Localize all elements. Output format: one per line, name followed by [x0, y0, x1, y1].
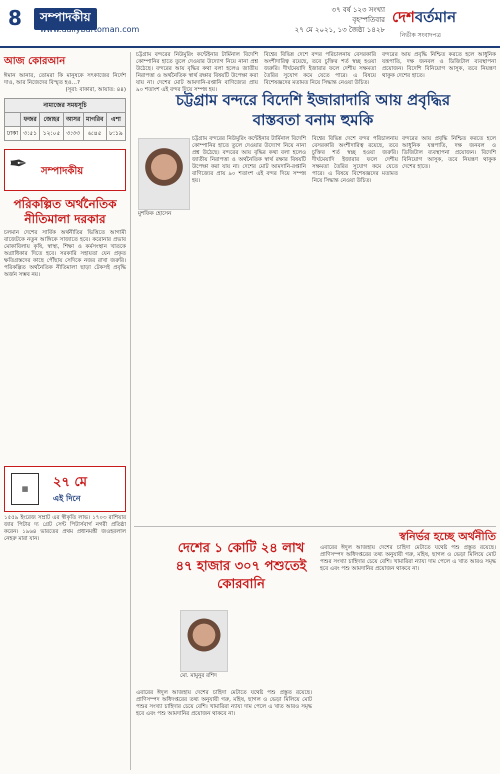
logo-part-a: দেশ — [392, 8, 415, 26]
left-column — [4, 52, 126, 772]
on-this-day-date: ২৭ মে — [53, 475, 87, 490]
tagline: নির্ভীক সংবাদপত্র — [400, 32, 441, 39]
sub-headline-red: স্বনির্ভর হচ্ছে অর্থনীতি — [399, 530, 496, 543]
quran-quote: ঈমান আনার, তোমরা কি মানুষকে সৎকাজের নির্দেশ দাও, আর নিজেদের বিস্মৃত হও…? — [4, 73, 126, 86]
main-headline: চট্টগ্রাম বন্দরে বিদেশি ইজারাদারি আয় প্রবৃদ্ধির বাস্তবতা বনাম হুমকি — [175, 91, 451, 129]
prayer-header: মাগরিব — [83, 113, 106, 127]
issue-volume: ৩৭ বর্ষ ১২৩ সংখ্যা — [331, 6, 385, 14]
second-article-col-2: এবারের ঈদুল আজহায় দেশের চাহিদা মেটাতে যথেষ্ট পশু প্রস্তুত রয়েছে। প্রাণিসম্পদ অধিদপ্তরের তথ্য অনুযায়ী গরু, মহিষ, ছাগল ও ভেড়া মিলিয়ে মোট পশুর সংখ্যা চাহিদার চেয়ে বেশি। খামারিরা ন্যায্য দাম পেলে এ খাত আরও সমৃদ্ধ হবে এবং পশু আমদানির প্রয়োজন থাকবে না। — [320, 545, 496, 572]
prayer-header: আসর — [63, 113, 83, 127]
main-article-top-mid: বিশ্বের বিভিন্ন দেশে বন্দর পরিচালনায় বেসরকারি অংশীদারিত্ব রয়েছে, তবে চুক্তির শর্ত স্বচ্ছ হওয়া জরুরি। দীর্ঘমেয়াদি ইজারার ফলে দেশীয় সক্ষমতা তৈরির সুযোগ কমে যেতে পারে। এ বিষয়ে বিশেষজ্ঞদের মতামত নিয়ে সিদ্ধান্ত নেওয়া উচিত। — [264, 52, 376, 86]
second-headline: দেশের ১ কোটি ২৪ লাখ ৪৭ হাজার ৩০৭ পশুতেই কোরবানি — [175, 541, 307, 592]
prayer-time: ৬:৪৫ — [83, 127, 106, 141]
second-article-col-1: এবারের ঈদুল আজহায় দেশের চাহিদা মেটাতে যথেষ্ট পশু প্রস্তুত রয়েছে। প্রাণিসম্পদ অধিদপ্তরের তথ্য অনুযায়ী গরু, মহিষ, ছাগল ও ভেড়া মিলিয়ে মোট পশুর সংখ্যা চাহিদার চেয়ে বেশি। খামারিরা ন্যায্য দাম পেলে এ খাত আরও সমৃদ্ধ হবে এবং পশু আমদানির প্রয়োজন থাকবে না। — [136, 690, 312, 717]
section-divider — [134, 526, 496, 527]
page-number: 8 — [8, 6, 22, 30]
prayer-times-table — [4, 98, 126, 141]
prayer-time: ৩:৫১ — [21, 127, 40, 141]
logo-part-b: বর্তমান — [414, 8, 457, 26]
editorial-label: সম্পাদকীয় — [41, 166, 84, 177]
editorial-body: চলমান দেশের সার্বিক অর্থনীতির ভিত্তিতে আগামী বাজেটকে নতুন আঙ্গিকে সাজাতে হবে। করোনার প্রভাব মোকাবিলায় কৃষি, স্বাস্থ্য, শিক্ষা ও কর্মসংস্থান খাতকে অগ্রাধিকার দিতে হবে। সরকারি সহায়তা যেন প্রকৃত ক্ষতিগ্রস্তদের কাছে পৌঁছায় সেদিকে নজর রাখা জরুরি। পরিকল্পিত অর্থনৈতিক নীতিমালা ছাড়া টেকসই প্রবৃদ্ধি অর্জন সম্ভব নয়। — [4, 230, 126, 278]
issue-day: বৃহস্পতিবার — [352, 16, 385, 24]
prayer-header: এশা — [106, 113, 125, 127]
section-label: সম্পাদকীয় — [34, 8, 97, 30]
issue-date: ২৭ মে ২০২১, ১৩ জৈষ্ঠ্য ১৪২৮ — [294, 26, 385, 34]
second-author-name: মো. মামুনুর রশিদ — [180, 673, 217, 679]
prayer-time: ৮:১৯ — [106, 127, 125, 141]
main-article-top-right: বন্দরের আয় প্রবৃদ্ধি নিশ্চিত করতে হলে আধুনিক যন্ত্রপাতি, দক্ষ জনবল ও ডিজিটাল ব্যবস্থাপনা প্রয়োজন। বিদেশি বিনিয়োগ আসুক, তবে নিয়ন্ত্রণ থাকুক দেশের হাতে। — [382, 52, 496, 79]
quran-heading: আজ কোরআন — [4, 56, 66, 67]
main-article-col-1: চট্টগ্রাম বন্দরের নিউমুরিং কন্টেইনার টার্মিনাল বিদেশি কোম্পানির হাতে তুলে দেওয়ার উদ্যোগ নিয়ে নানা প্রশ্ন উঠেছে। বন্দরের আয় বৃদ্ধির কথা বলা হলেও জাতীয় নিরাপত্তা ও অর্থনৈতিক স্বার্থ রক্ষার বিষয়টি উপেক্ষা করা যায় না। দেশের মোট আমদানি-রপ্তানি বাণিজ্যের প্রায় ৯০ শতাংশ এই বন্দর দিয়ে সম্পন্ন হয়। — [192, 136, 306, 184]
newspaper-logo — [392, 6, 456, 31]
masthead — [0, 0, 500, 48]
prayer-table-title: নামাজের সময়সূচি — [5, 99, 126, 113]
editorial-banner — [4, 149, 126, 191]
prayer-time: ১২:০৫ — [40, 127, 64, 141]
quran-source: (সূরা: বাকারা, আয়াত: ৪৪) — [65, 87, 126, 93]
second-author-photo — [180, 610, 228, 672]
column-divider — [130, 52, 131, 770]
editorial-title: পরিকল্পিত অর্থনৈতিক নীতিমালা দরকার — [13, 197, 117, 226]
issue-info — [265, 5, 385, 35]
on-this-day-label: এই দিনে — [53, 494, 81, 503]
on-this-day-banner — [4, 466, 126, 512]
author-name: মুশফিক হোসেন — [138, 211, 172, 217]
prayer-city: ঢাকা — [5, 127, 21, 141]
main-article-col-3: বন্দরের আয় প্রবৃদ্ধি নিশ্চিত করতে হলে আধুনিক যন্ত্রপাতি, দক্ষ জনবল ও ডিজিটাল ব্যবস্থাপনা প্রয়োজন। বিদেশি বিনিয়োগ আসুক, তবে নিয়ন্ত্রণ থাকুক দেশের হাতে। — [402, 136, 496, 170]
prayer-time: ৩:৩৩ — [63, 127, 83, 141]
main-article-top-left: চট্টগ্রাম বন্দরের নিউমুরিং কন্টেইনার টার্মিনাল বিদেশি কোম্পানির হাতে তুলে দেওয়ার উদ্যোগ নিয়ে নানা প্রশ্ন উঠেছে। বন্দরের আয় বৃদ্ধির কথা বলা হলেও জাতীয় নিরাপত্তা ও অর্থনৈতিক স্বার্থ রক্ষার বিষয়টি উপেক্ষা করা যায় না। দেশের মোট আমদানি-রপ্তানি বাণিজ্যের প্রায় ৯০ শতাংশ এই বন্দর দিয়ে সম্পন্ন হয়। — [136, 52, 258, 93]
prayer-header: জোহর — [40, 113, 64, 127]
calendar-icon: ▦ — [11, 473, 39, 505]
history-list: ১৫৫৯ ইংরেজ সম্রাট এর স্বীকৃতি লাভ। ১৭০৩ রাশিয়ার জার পিটার দ্য গ্রেট সেন্ট পিটার্সবার্গ নগরী প্রতিষ্ঠা করেন। ১৯৬৪ ভারতের প্রথম প্রধানমন্ত্রী জওহরলাল নেহরু মারা যান। — [4, 515, 126, 542]
pen-icon: ✒ — [9, 152, 28, 177]
main-article-col-2: বিশ্বের বিভিন্ন দেশে বন্দর পরিচালনায় বেসরকারি অংশীদারিত্ব রয়েছে, তবে চুক্তির শর্ত স্বচ্ছ হওয়া জরুরি। দীর্ঘমেয়াদি ইজারার ফলে দেশীয় সক্ষমতা তৈরির সুযোগ কমে যেতে পারে। এ বিষয়ে বিশেষজ্ঞদের মতামত নিয়ে সিদ্ধান্ত নেওয়া উচিত। — [312, 136, 398, 184]
author-photo — [138, 138, 190, 210]
prayer-header: ফজর — [21, 113, 40, 127]
website-link[interactable]: www.dailybartoman.com — [40, 25, 140, 34]
